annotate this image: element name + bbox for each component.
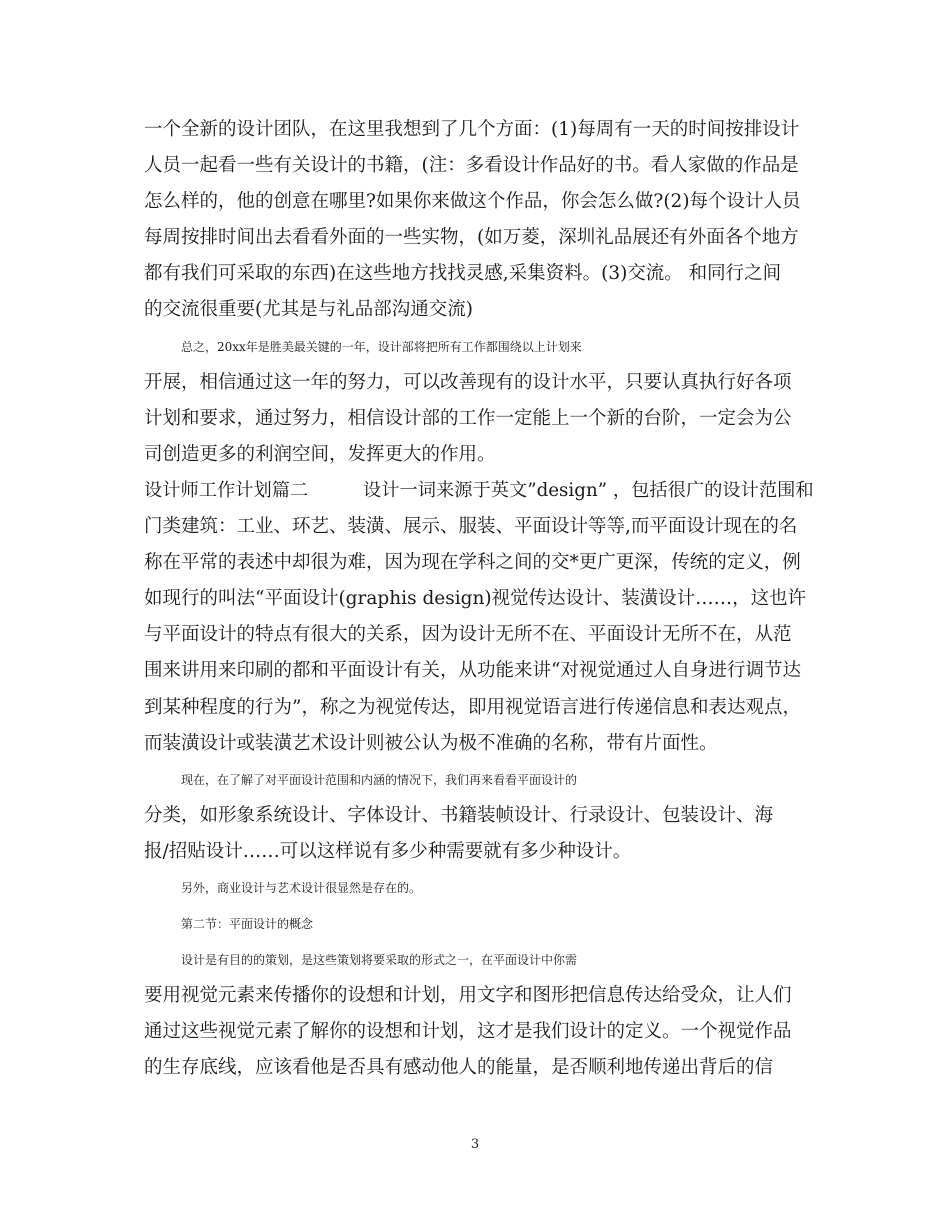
text-line: 而装潢设计或装潢艺术设计则被公认为极不准确的名称，带有片面性。 — [144, 732, 718, 754]
text-line: 都有我们可采取的东西)在这些地方找找灵感,采集资料。(3)交流。 和同行之间 — [144, 263, 782, 285]
text-line: 的生存底线，应该看他是否具有感动他人的能量，是否顺利地传递出背后的信 — [144, 1057, 774, 1079]
page-number: 3 — [470, 1137, 480, 1152]
text-line: 通过这些视觉元素了解你的设想和计划，这才是我们设计的定义。一个视觉作品 — [144, 1021, 792, 1043]
text-line: 司创造更多的利润空间，发挥更大的作用。 — [144, 443, 496, 465]
text-line: 围来讲用来印刷的都和平面设计有关，从功能来讲“对视觉通过人自身进行调节达 — [144, 660, 801, 682]
text-line: 总之，20xx年是胜美最关键的一年，设计部将把所有工作都围绕以上计划来 — [181, 339, 582, 354]
text-line: 的交流很重要(尤其是与礼品部沟通交流) — [144, 299, 473, 321]
text-line: 另外，商业设计与艺术设计很显然是存在的。 — [181, 880, 422, 895]
text-line: 人员一起看一些有关设计的书籍，(注：多看设计作品好的书。看人家做的作品是 — [144, 155, 799, 177]
text-line: 设计师工作计划篇二 设计一词来源于英文”design” ，包括很广的设计范围和 — [144, 479, 814, 501]
text-line: 如现行的叫法“平面设计(graphis design)视觉传达设计、装潢设计……，这也许 — [144, 588, 807, 610]
text-line: 一个全新的设计团队，在这里我想到了几个方面：(1)每周有一天的时间按排设计 — [144, 119, 800, 140]
text-line: 每周按排时间出去看看外面的一些实物，(如万菱，深圳礼品展还有外面各个地方 — [144, 227, 799, 249]
text-line: 称在平常的表述中却很为难，因为现在学科之间的交*更广更深，传统的定义，例 — [144, 552, 801, 574]
text-line: 门类建筑：工业、环艺、装潢、展示、服装、平面设计等等,而平面设计现在的名 — [144, 516, 798, 538]
text-line: 分类，如形象系统设计、字体设计、书籍装帧设计、行录设计、包装设计、海 — [144, 804, 774, 826]
text-line: 开展，相信通过这一年的努力，可以改善现有的设计水平，只要认真执行好各项 — [144, 371, 792, 393]
text-line: 到某种程度的行为”，称之为视觉传达，即用视觉语言进行传递信息和表达观点， — [144, 696, 801, 718]
text-line: 设计是有目的的策划，是这些策划将要采取的形式之一，在平面设计中你需 — [181, 953, 578, 968]
text-line: 与平面设计的特点有很大的关系，因为设计无所不在、平面设计无所不在，从范 — [144, 624, 792, 646]
text-line: 第二节：平面设计的概念 — [181, 917, 314, 932]
text-line: 怎么样的，他的创意在哪里?如果你来做这个作品，你会怎么做?(2)每个设计人员 — [144, 191, 801, 213]
text-line: 计划和要求，通过努力，相信设计部的工作一定能上一个新的台阶，一定会为公 — [144, 407, 792, 429]
text-line: 报/招贴设计……可以这样说有多少种需要就有多少种设计。 — [144, 840, 632, 862]
text-line: 现在，在了解了对平面设计范围和内涵的情况下，我们再来看看平面设计的 — [181, 772, 578, 787]
body-text — [144, 112, 814, 1087]
text-line: 要用视觉元素来传播你的设想和计划，用文字和图形把信息传达给受众，让人们 — [144, 985, 792, 1007]
